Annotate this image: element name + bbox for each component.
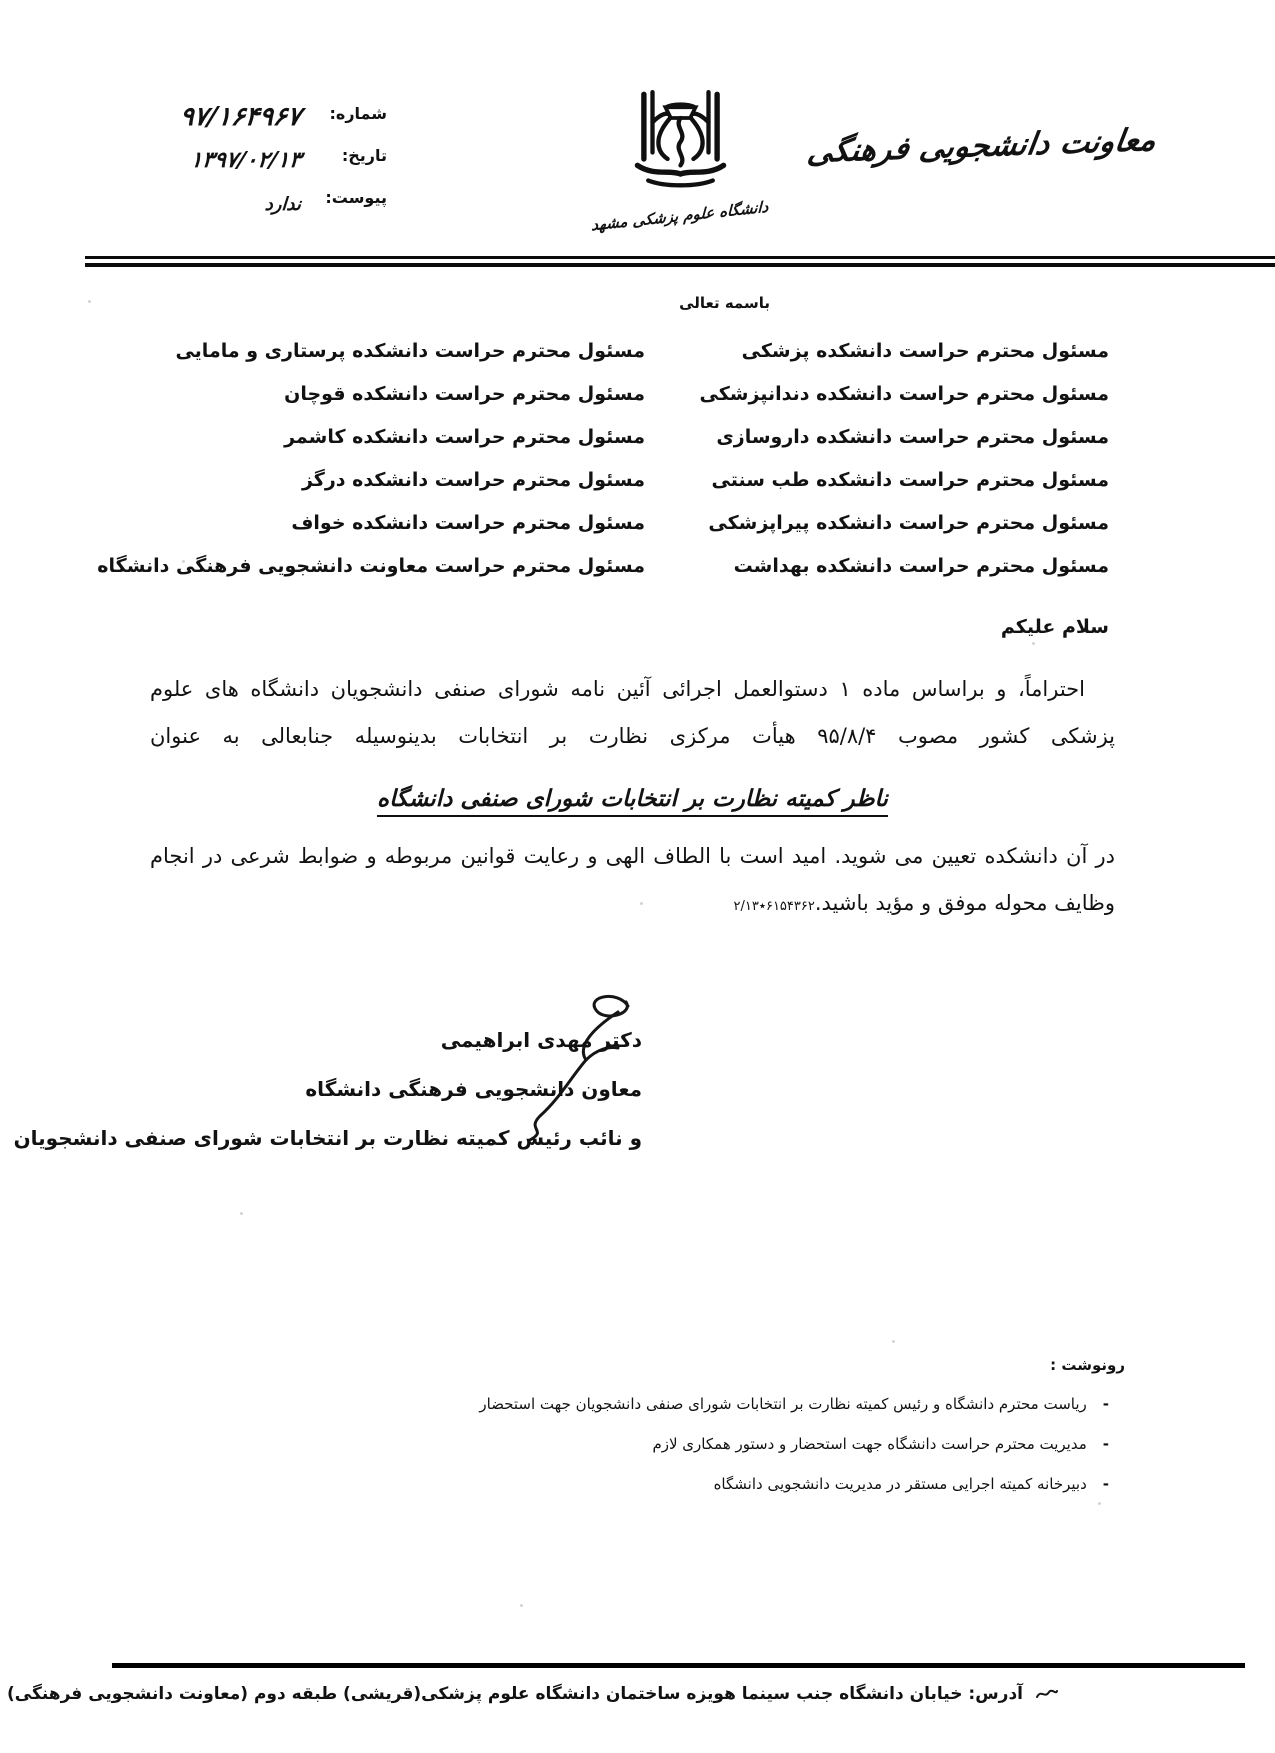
cc-item (479, 1464, 1109, 1504)
recipient-line: مسئول محترم حراست معاونت دانشجویی فرهنگی دانشگاه (97, 555, 645, 577)
body-paragraph-2 (150, 833, 1115, 930)
recipient-line: مسئول محترم حراست دانشکده داروسازی (716, 426, 1109, 448)
letter-number-label: شماره: (329, 104, 387, 123)
recipient-line: مسئول محترم حراست دانشکده دندانپزشکی (699, 383, 1109, 405)
signer-title-1: معاون دانشجویی فرهنگی دانشگاه (305, 1077, 642, 1101)
recipient-line: مسئول محترم حراست دانشکده درگز (301, 469, 645, 491)
body-paragraph-1: احتراماً، و براساس ماده ۱ دستوالعمل اجرائی آئین نامه شورای صنفی دانشجویان دانشگاه های علوم پزشکی کشور مصوب ۹۵/۸/۴ هیأت مرکزی نظارت بر انتخابات بدینوسیله جنابعالی به عنوان (150, 677, 1116, 748)
scan-noise-dot (640, 902, 643, 905)
org-title: معاونت دانشجویی فرهنگی (805, 122, 1159, 171)
recipient-line: مسئول محترم حراست دانشکده پزشکی (741, 340, 1109, 362)
cc-item (479, 1384, 1109, 1424)
recipient-line: مسئول محترم حراست دانشکده پرستاری و مامایی (175, 340, 645, 362)
recipient-line: مسئول محترم حراست دانشکده خواف (291, 512, 645, 534)
letter-number-value: ۹۷/۱۶۴۹۶۷ (178, 102, 303, 132)
appointment-title: ناظر کمیته نظارت بر انتخابات شورای صنفی دانشگاه (377, 786, 888, 817)
scan-noise-dot (88, 300, 91, 303)
signer-name: دکتر مهدی ابراهیمی (440, 1028, 642, 1052)
recipient-line: مسئول محترم حراست دانشکده پیراپزشکی (708, 512, 1109, 534)
letter-number-row (137, 100, 387, 142)
recipients-column-left (97, 330, 645, 588)
cc-label: رونوشت : (1050, 1356, 1125, 1374)
cc-item (479, 1424, 1109, 1464)
cc-item-text: دبیرخانه کمیته اجرایی مستقر در مدیریت دانشجویی دانشگاه (713, 1475, 1087, 1493)
invocation: باسمه تعالی (679, 294, 770, 312)
letter-attachment-label: پیوست: (325, 188, 387, 207)
university-emblem-icon (603, 90, 758, 202)
recipients-column-right (699, 330, 1109, 588)
university-logo (560, 90, 800, 235)
recipient-line: مسئول محترم حراست دانشکده طب سنتی (711, 469, 1109, 491)
signature-block (14, 1016, 642, 1163)
scan-noise-dot (1098, 1502, 1101, 1505)
footer-address-text: آدرس: خیابان دانشگاه جنب سینما هویزه ساختمان دانشگاه علوم پزشکی(قریشی) طبقه دوم (معاونت دانشجویی فرهنگی) (6, 1684, 1023, 1704)
scan-noise-dot (240, 1212, 243, 1215)
scan-noise-dot (182, 560, 185, 563)
address-flourish-icon (1035, 1687, 1059, 1701)
body-paragraph-2-text: در آن دانشکده تعیین می شوید. امید است با الطاف الهی و رعایت قوانین مربوطه و ضوابط شرعی در انجام وظایف محوله موفق و مؤید باشید. (150, 844, 1115, 915)
cc-item-text: مدیریت محترم حراست دانشگاه جهت استحضار و دستور همکاری لازم (652, 1435, 1087, 1453)
footer-address-line (7, 1684, 1059, 1704)
scan-noise-dot (892, 1340, 895, 1343)
letter-attachment-value: ندارد (264, 194, 302, 215)
cc-item-text: ریاست محترم دانشگاه و رئیس کمیته نظارت بر انتخابات شورای صنفی دانشجویان جهت استحضار (479, 1395, 1087, 1413)
letter-attachment-row (137, 184, 387, 226)
recipient-line: مسئول محترم حراست دانشکده بهداشت (733, 555, 1109, 577)
recipient-line: مسئول محترم حراست دانشکده کاشمر (284, 426, 645, 448)
cc-bullet: - (1102, 1395, 1109, 1413)
letter-body (150, 666, 1115, 930)
letter-date-label: تاریخ: (341, 146, 387, 165)
logo-caption: دانشگاه علوم پزشکی مشهد (591, 197, 769, 235)
cc-bullet: - (1102, 1435, 1109, 1453)
greeting: سلام علیکم (1000, 616, 1109, 638)
appointment-title-line (150, 776, 1115, 823)
letter-date-value: ۱۳۹۷/۰۲/۱۳ (189, 148, 303, 173)
letter-date-row (137, 142, 387, 184)
scan-noise-dot (1032, 642, 1035, 645)
cc-section (479, 1356, 1125, 1504)
recipient-line: مسئول محترم حراست دانشکده قوچان (284, 383, 645, 405)
footer-divider (112, 1663, 1245, 1668)
cc-bullet: - (1102, 1475, 1109, 1493)
letterhead-meta (137, 100, 387, 226)
header-divider (85, 256, 1275, 267)
scan-noise-dot (520, 1604, 523, 1607)
signer-title-2: و نائب رئیس کمیته نظارت بر انتخابات شورای صنفی دانشجویان (13, 1126, 642, 1150)
tracking-code: ۲/۱۳٭۶۱۵۴۳۶۲ (733, 899, 815, 914)
